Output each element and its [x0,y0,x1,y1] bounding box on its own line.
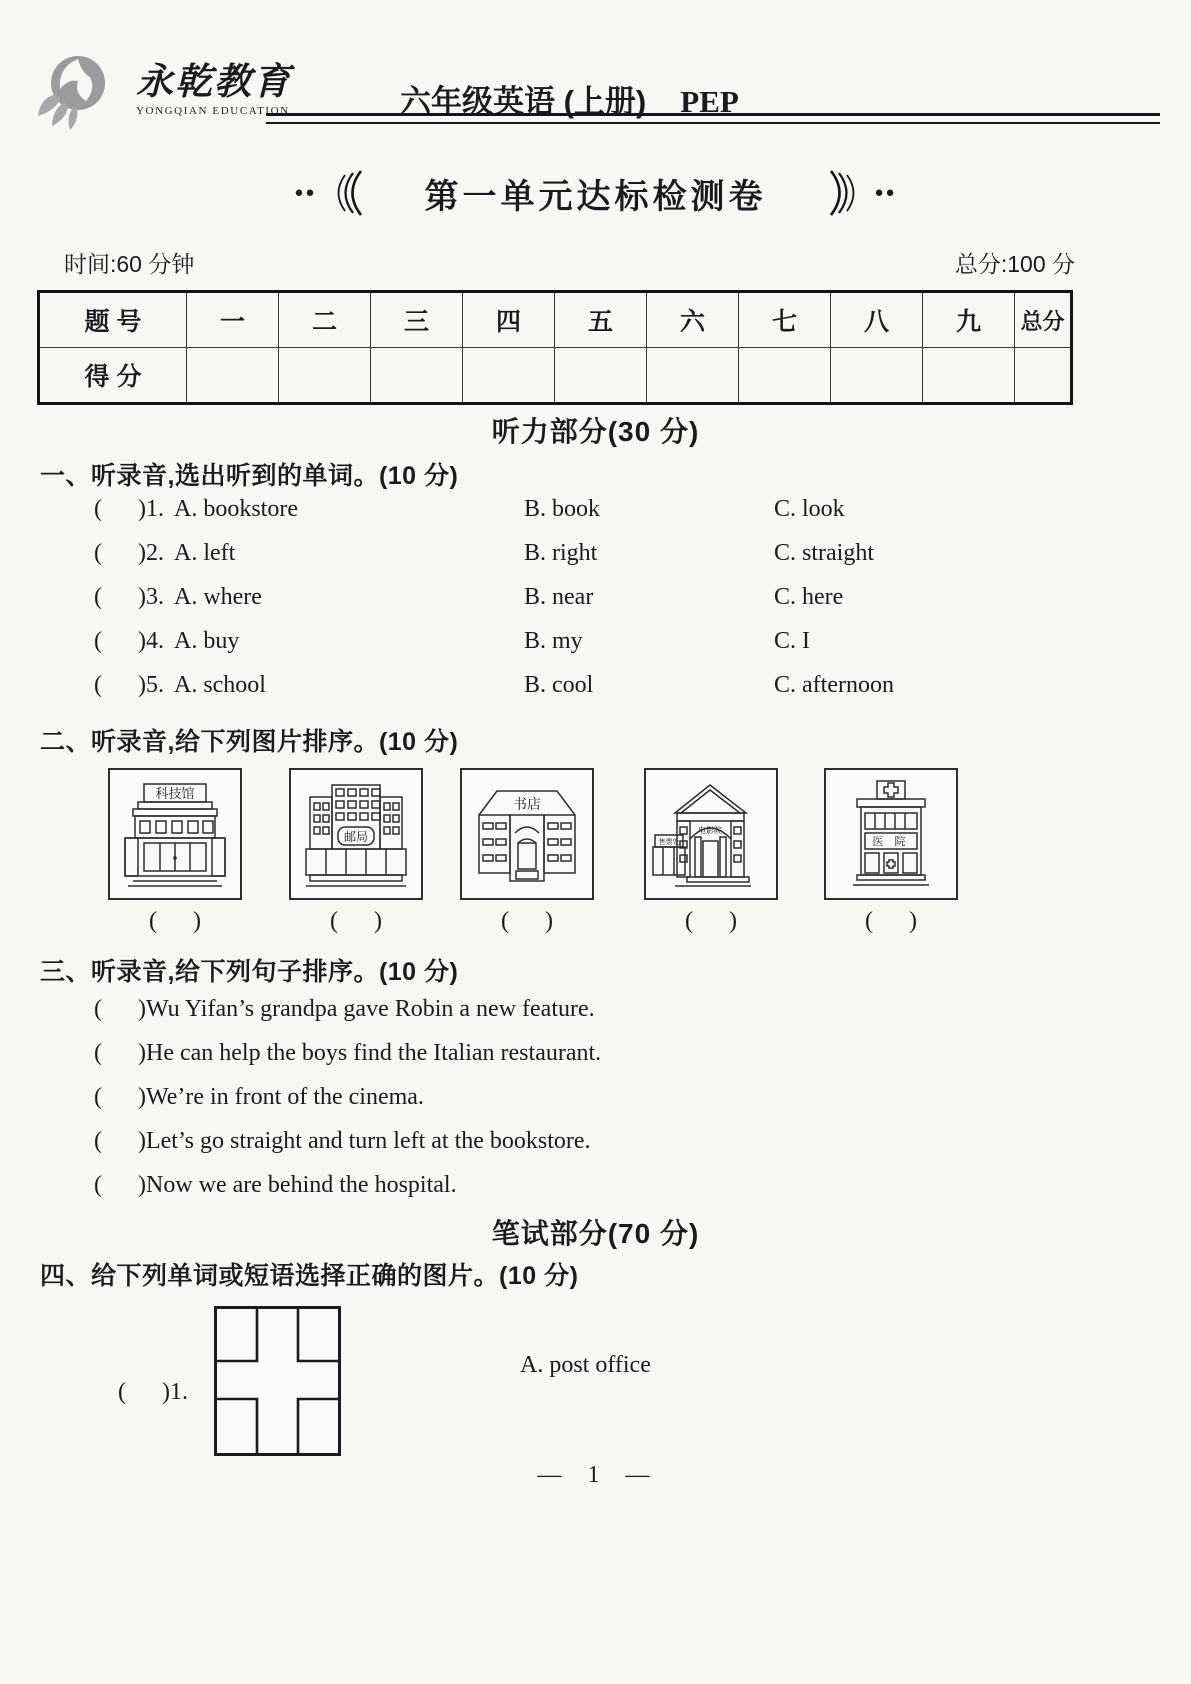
score-cell [831,348,923,404]
edition-label: PEP [680,84,739,119]
score-cell [279,348,371,404]
header-double-rule [266,113,1160,124]
option-c: C. here [774,584,844,610]
answer-blank: ( ) [865,908,917,934]
col-header: 四 [463,292,555,348]
written-section-heading: 笔试部分(70 分) [491,1218,700,1249]
col-header: 二 [279,292,371,348]
option-a: A. buy [173,628,240,654]
paper-title-banner [0,168,1191,218]
part1-title: 一、听录音,选出听到的单词。(10 分) [40,462,459,490]
part2-title: 二、听录音,给下列图片排序。(10 分) [40,728,459,756]
q1-option-a: A. post office [520,1352,651,1378]
part3-title: 三、听录音,给下列句子排序。(10 分) [40,958,459,986]
option-b: B. my [524,628,583,654]
question-number: 2. [145,540,164,566]
score-cell [371,348,463,404]
picture-sign: 电影院 [698,826,722,835]
total-score: 总分:100 分 [954,251,1075,277]
col-header: 一 [187,292,279,348]
col-header-total: 总分 [1015,292,1072,348]
science-museum-image [108,768,242,900]
question-number: 3. [145,584,164,610]
option-a: A. left [173,540,236,566]
answer-blank: ( ) [501,908,553,934]
sentence-row [0,1128,1120,1172]
col-header: 三 [371,292,463,348]
question-number: 4. [145,628,164,654]
answer-blank: ( ) [94,496,146,522]
answer-blank: ( ) [94,1084,146,1110]
answer-blank: ( ) [94,540,146,566]
col-header: 八 [831,292,923,348]
picture-item [108,768,242,935]
answer-blank: ( ) [94,1040,146,1066]
subject-name: 六年级英语 (上册) [400,84,647,119]
answer-blank: ( ) [94,1128,146,1154]
left-dots-icon: ●● [294,185,317,201]
question-number: 1. [145,496,164,522]
col-header: 七 [739,292,831,348]
sentence-text: Let’s go straight and turn left at the bookstore. [145,1128,591,1154]
sentence-text: He can help the boys find the Italian restaurant. [145,1040,602,1066]
option-a: A. bookstore [173,496,298,522]
picture-sign: 邮局 [343,830,369,844]
picture-item [824,768,958,935]
picture-sign: 医 院 [872,836,910,848]
picture-sign-secondary: 售票处 [658,839,680,846]
row-label: 得 分 [39,348,187,404]
part3-sentences [0,996,1120,1216]
cinema-image [644,768,778,900]
part1-items [0,496,1100,716]
answer-blank: ( ) [118,1379,170,1405]
answer-blank: ( ) [685,908,737,934]
score-cell [187,348,279,404]
listening-section-heading: 听力部分(30 分) [491,416,700,447]
answer-blank: ( ) [94,1172,146,1198]
time-limit: 时间:60 分钟 [64,251,195,277]
sentence-row [0,1084,1120,1128]
picture-item [644,768,778,935]
option-c: C. afternoon [774,672,894,698]
score-cell [463,348,555,404]
word-choice-row [0,584,1100,628]
option-b: B. cool [524,672,594,698]
sentence-row [0,1172,1120,1216]
option-a: A. school [173,672,266,698]
picture-sign: 科技馆 [155,786,195,801]
col-header: 六 [647,292,739,348]
score-row [39,348,1072,404]
answer-blank: ( ) [94,584,146,610]
question-number-row [39,292,1072,348]
picture-item [289,768,423,935]
word-choice-row [0,628,1100,672]
row-label: 题 号 [39,292,187,348]
option-c: C. look [774,496,845,522]
logo-english-name: YONGQIAN EDUCATION [136,105,290,117]
score-cell [647,348,739,404]
paper-title: 第一单元达标检测卷 [424,177,767,216]
question-number: 1. [169,1379,188,1405]
col-header: 九 [923,292,1015,348]
answer-blank: ( ) [149,908,201,934]
word-choice-row [0,672,1100,716]
answer-blank: ( ) [94,628,146,654]
hospital-image [824,768,958,900]
answer-blank: ( ) [330,908,382,934]
sentence-row [0,1040,1120,1084]
left-arcs-icon [331,168,365,218]
crossroads-image [214,1306,341,1456]
picture-sign: 书店 [513,796,541,812]
option-c: C. straight [774,540,874,566]
option-c: C. I [774,628,810,654]
logo-chinese-name: 永乾教育 [136,61,292,102]
word-choice-row [0,540,1100,584]
post-office-image [289,768,423,900]
part4-title: 四、给下列单词或短语选择正确的图片。(10 分) [40,1262,579,1290]
question-number: 5. [145,672,164,698]
sentence-text: Now we are behind the hospital. [145,1172,457,1198]
right-arcs-icon [827,168,861,218]
option-b: B. book [524,496,601,522]
option-b: B. right [524,540,598,566]
sentence-row [0,996,1120,1040]
page-number: — 1 — [537,1462,654,1488]
phoenix-swirl-icon [36,50,128,130]
option-b: B. near [524,584,594,610]
score-table [37,290,1073,405]
word-choice-row [0,496,1100,540]
option-a: A. where [173,584,262,610]
answer-blank: ( ) [94,996,146,1022]
score-cell [555,348,647,404]
score-cell [739,348,831,404]
bookstore-image [460,768,594,900]
right-dots-icon: ●● [874,185,897,201]
publisher-logo [36,50,292,130]
score-cell [1015,348,1072,404]
picture-item [460,768,594,935]
score-cell [923,348,1015,404]
sentence-text: Wu Yifan’s grandpa gave Robin a new feature. [145,996,595,1022]
q1-answer-blank [94,1352,188,1433]
answer-blank: ( ) [94,672,146,698]
sentence-text: We’re in front of the cinema. [145,1084,424,1110]
col-header: 五 [555,292,647,348]
